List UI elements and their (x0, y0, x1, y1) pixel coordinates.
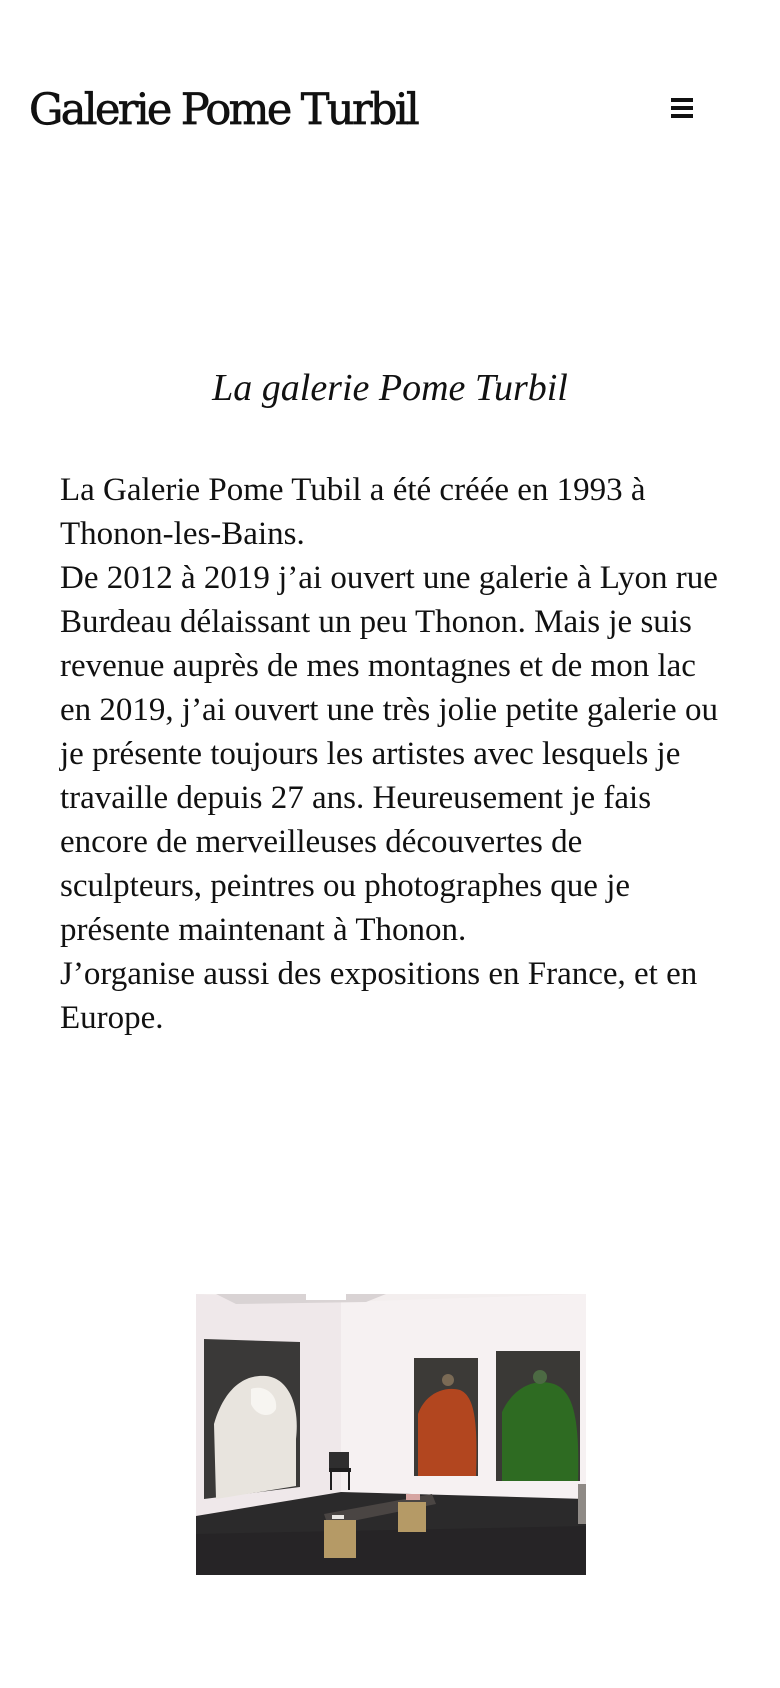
menu-bar (671, 114, 693, 118)
about-paragraph: La Galerie Pome Tubil a été créée en 1993 à Thonon-les-Bains. (60, 472, 646, 552)
gallery-photo-illustration (196, 1294, 586, 1575)
site-logo[interactable]: Galerie Pome Turbil (29, 85, 418, 135)
menu-bar (671, 106, 693, 110)
hamburger-menu-icon[interactable] (662, 92, 702, 132)
gallery-interior-photo (196, 1294, 586, 1575)
about-paragraph: J’organise aussi des expositions en France, et en Europe. (60, 956, 698, 1036)
menu-bar (671, 98, 693, 102)
about-paragraph: De 2012 à 2019 j’ai ouvert une galerie à Lyon rue Burdeau délaissant un peu Thonon. Mais je suis revenue auprès de mes montagnes et de mon lac en 2019, j’ai ouvert une très jolie petite galerie ou je présente toujours les artistes avec lesquels je travaille depuis 27 ans. Heureusement je fais encore de merveilleuses découvertes de sculpteurs, peintres ou photographes que je présente maintenant à Thonon. (60, 560, 718, 948)
page-title: La galerie Pome Turbil (212, 367, 568, 409)
site-header (0, 0, 780, 220)
about-text (60, 468, 730, 1040)
